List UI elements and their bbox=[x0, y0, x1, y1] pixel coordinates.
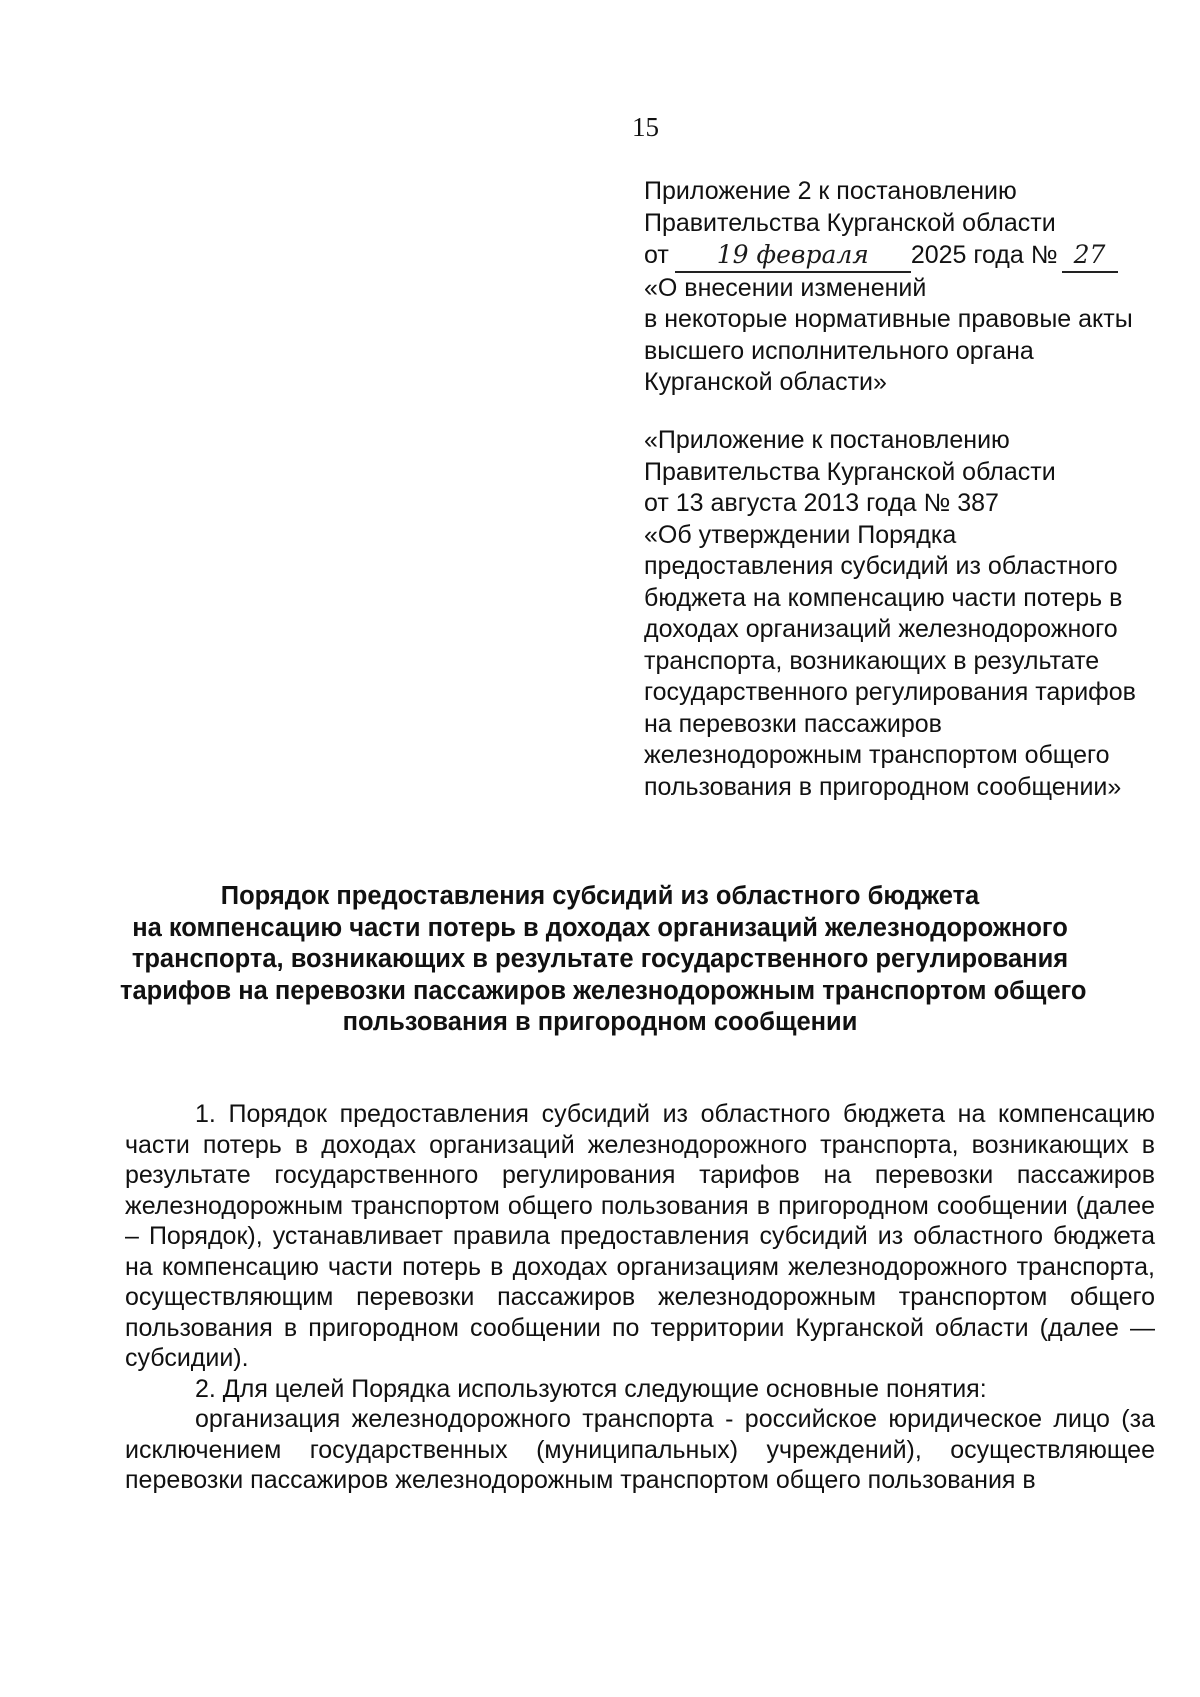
annex-original-line: транспорта, возникающих в результате bbox=[644, 646, 1100, 675]
annex-original-line: государственного регулирования тарифов bbox=[644, 678, 1136, 706]
handwritten-number: 27 bbox=[1062, 239, 1118, 273]
document-title bbox=[120, 881, 1087, 1039]
annex-header-line: Приложение 2 к постановлению bbox=[644, 177, 1017, 205]
annex-header-line: Правительства Курганской области bbox=[644, 208, 1056, 237]
annex-header bbox=[644, 176, 1184, 399]
title-line: транспорта, возникающих в результате государственного регулирования bbox=[131, 945, 1069, 973]
document-body bbox=[125, 1099, 1155, 1496]
date-prefix: от bbox=[644, 241, 669, 269]
title-line: Порядок предоставления субсидий из областного бюджета bbox=[220, 882, 980, 910]
annex-original-line: «Об утверждении Порядка bbox=[644, 520, 957, 549]
title-line: тарифов на перевозки пассажиров железнодорожным транспортом общего bbox=[120, 976, 1087, 1005]
annex-original-line: от 13 августа 2013 года № 387 bbox=[644, 489, 999, 517]
annex-header-line: в некоторые нормативные правовые акты bbox=[644, 305, 1133, 333]
annex-header-line: Курганской области» bbox=[644, 368, 887, 396]
annex-original-line: железнодорожным транспортом общего bbox=[644, 741, 1110, 769]
annex-original-line: «Приложение к постановлению bbox=[644, 426, 1010, 454]
annex-original-line: Правительства Курганской области bbox=[644, 457, 1056, 486]
date-year: 2025 года № bbox=[910, 241, 1058, 269]
annex-original-line: бюджета на компенсацию части потерь в bbox=[644, 583, 1123, 612]
title-line: на компенсацию части потерь в доходах организаций железнодорожного bbox=[132, 913, 1068, 942]
annex-header-line: «О внесении изменений bbox=[644, 273, 927, 302]
annex-original-line: на перевозки пассажиров bbox=[644, 709, 942, 738]
annex-header-line: высшего исполнительного органа bbox=[644, 336, 1034, 365]
annex-original bbox=[644, 425, 1184, 803]
page-number: 15 bbox=[632, 112, 659, 142]
annex-original-line: предоставления субсидий из областного bbox=[644, 552, 1118, 580]
body-paragraph: организация железнодорожного транспорта - российское юридическое лицо (за исключением государственных (муниципальных) учреждений), осуществляющее перевозки пассажиров железнодорожным транспортом общего пользования в bbox=[125, 1405, 1155, 1494]
annex-date-line bbox=[644, 239, 1184, 273]
body-paragraph: 2. Для целей Порядка используются следующие основные понятия: bbox=[195, 1374, 987, 1403]
annex-original-line: пользования в пригородном сообщении» bbox=[644, 772, 1122, 801]
handwritten-date: 19 февраля bbox=[675, 239, 911, 273]
body-paragraph: 1. Порядок предоставления субсидий из областного бюджета на компенсацию части потерь в доходах организаций железнодорожного транспорта, возникающих в результате государственного регулирования тарифов на перевозки пассажиров железнодорожным транспортом общего пользования в пригородном сообщении (далее – Порядок), устанавливает правила предоставления субсидий из областного бюджета на компенсацию части потерь в доходах организациям железнодорожного транспорта, осуществляющим перевозки пассажиров железнодорожным транспортом общего пользования в пригородном сообщении по территории Курганской области (далее — субсидии). bbox=[125, 1100, 1155, 1372]
annex-original-line: доходах организаций железнодорожного bbox=[644, 615, 1118, 643]
title-line: пользования в пригородном сообщении bbox=[342, 1008, 858, 1036]
